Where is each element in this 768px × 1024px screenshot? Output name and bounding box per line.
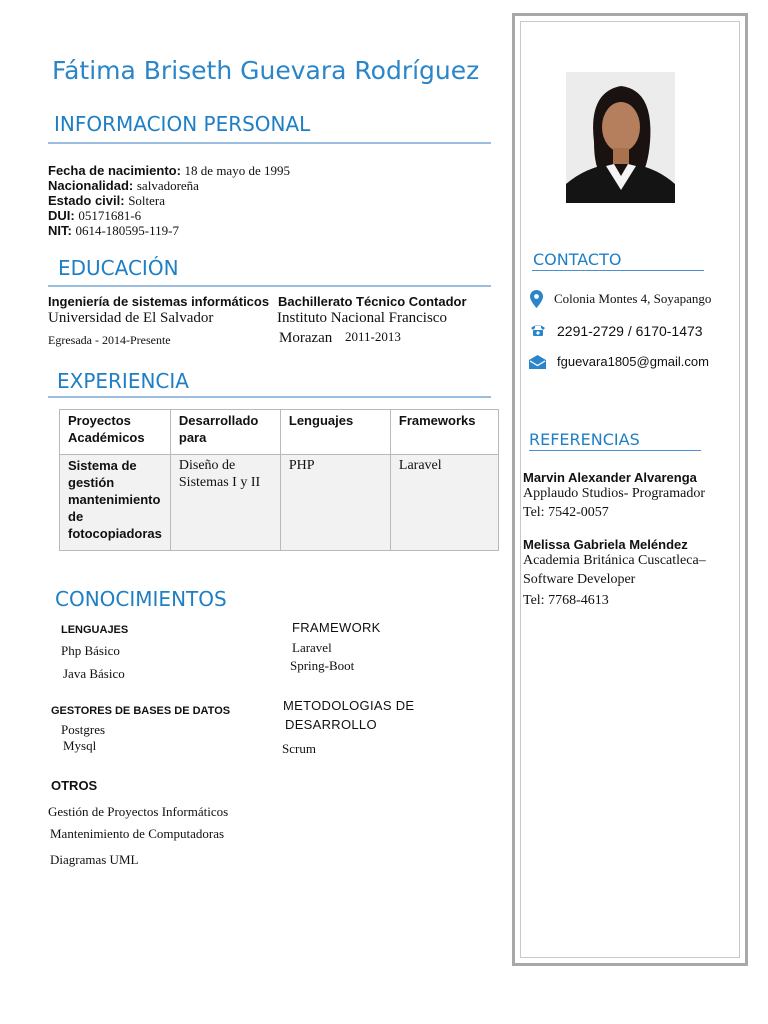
- personal-rule: [48, 142, 491, 144]
- table-cell: Diseño de Sistemas I y II: [170, 455, 280, 551]
- languages-item: Java Básico: [63, 666, 125, 681]
- framework-title: FRAMEWORK: [292, 620, 381, 635]
- dui-label: DUI:: [48, 208, 75, 223]
- personal-info: [48, 163, 290, 238]
- languages-title: LENGUAJES: [61, 624, 129, 636]
- databases-item: Mysql: [63, 738, 97, 753]
- contact-email[interactable]: fguevara1805@gmail.com: [557, 354, 709, 369]
- nationality-value: salvadoreña: [136, 178, 199, 193]
- contact-rule: [532, 270, 704, 271]
- email-icon: [529, 355, 546, 369]
- location-pin-icon: [530, 290, 543, 308]
- experience-heading: EXPERIENCIA: [57, 369, 189, 393]
- table-header-cell: Lenguajes: [280, 410, 390, 455]
- portrait-image: [566, 72, 675, 203]
- table-header-row: [60, 410, 499, 455]
- birthdate-value: 18 de mayo de 1995: [184, 163, 290, 178]
- reference-2-name: Melissa Gabriela Meléndez: [523, 537, 688, 552]
- education-school-2-line2: Morazan: [279, 330, 333, 346]
- education-title-1: Ingeniería de sistemas informáticos: [48, 294, 270, 309]
- others-item: Gestión de Proyectos Informáticos: [48, 804, 229, 819]
- framework-item: Laravel: [292, 640, 332, 655]
- table-cell: Sistema de gestión mantenimiento de fotocopiadoras: [60, 455, 171, 551]
- education-title-2: Bachillerato Técnico Contador: [278, 294, 467, 309]
- table-cell: PHP: [280, 455, 390, 551]
- references-heading: REFERENCIAS: [529, 430, 640, 449]
- education-rule: [48, 285, 491, 287]
- reference-1-company: Applaudo Studios- Programador: [523, 486, 705, 501]
- experience-rule: [48, 396, 491, 398]
- contact-heading: CONTACTO: [533, 250, 622, 269]
- candidate-name: Fátima Briseth Guevara Rodríguez: [52, 56, 480, 85]
- table-header-cell: Proyectos Académicos: [60, 410, 171, 455]
- experience-table: [59, 409, 499, 551]
- reference-2-tel: Tel: 7768-4613: [523, 593, 609, 608]
- birthdate-label: Fecha de nacimiento:: [48, 163, 181, 178]
- education-dates-2: 2011-2013: [345, 329, 401, 344]
- contact-phone: 2291-2729 / 6170-1473: [557, 323, 703, 339]
- reference-1-tel: Tel: 7542-0057: [523, 505, 609, 520]
- dui-value: 05171681-6: [78, 208, 142, 223]
- nit-label: NIT:: [48, 223, 72, 238]
- references-rule: [529, 450, 701, 451]
- phone-icon: [530, 323, 546, 336]
- nit-value: 0614-180595-119-7: [75, 223, 179, 238]
- table-row: [60, 455, 499, 551]
- reference-2-role: Software Developer: [523, 572, 636, 587]
- civil-status-label: Estado civil:: [48, 193, 125, 208]
- knowledge-heading: CONOCIMIENTOS: [55, 587, 227, 611]
- others-title: OTROS: [51, 778, 98, 793]
- databases-item: Postgres: [61, 722, 106, 737]
- personal-heading: INFORMACION PERSONAL: [54, 112, 311, 136]
- reference-1-name: Marvin Alexander Alvarenga: [523, 470, 697, 485]
- table-header-cell: Desarrollado para: [170, 410, 280, 455]
- others-item: Diagramas UML: [50, 852, 139, 867]
- nationality-row: [48, 178, 290, 193]
- databases-title: GESTORES DE BASES DE DATOS: [51, 705, 231, 717]
- reference-2-company: Academia Británica Cuscatleca–: [523, 553, 706, 568]
- nit-row: [48, 223, 290, 238]
- languages-item: Php Básico: [61, 643, 120, 658]
- methodologies-title: METODOLOGIAS DE: [283, 698, 415, 713]
- dui-row: [48, 208, 290, 223]
- others-item: Mantenimiento de Computadoras: [50, 826, 225, 841]
- education-heading: EDUCACIÓN: [58, 256, 179, 280]
- contact-address: Colonia Montes 4, Soyapango: [554, 291, 712, 306]
- table-cell: Laravel: [390, 455, 498, 551]
- education-dates-1: Egresada - 2014-Presente: [48, 333, 171, 347]
- civil-status-row: [48, 193, 290, 208]
- framework-item: Spring-Boot: [290, 658, 355, 673]
- civil-status-value: Soltera: [128, 193, 166, 208]
- nationality-label: Nacionalidad:: [48, 178, 134, 193]
- education-school-1: Universidad de El Salvador: [48, 310, 214, 326]
- profile-photo: [566, 72, 675, 203]
- education-school-2: Instituto Nacional Francisco: [277, 310, 447, 326]
- methodologies-item: Scrum: [282, 741, 316, 756]
- methodologies-title-line2: DESARROLLO: [285, 717, 377, 732]
- birthdate-row: [48, 163, 290, 178]
- table-header-cell: Frameworks: [390, 410, 498, 455]
